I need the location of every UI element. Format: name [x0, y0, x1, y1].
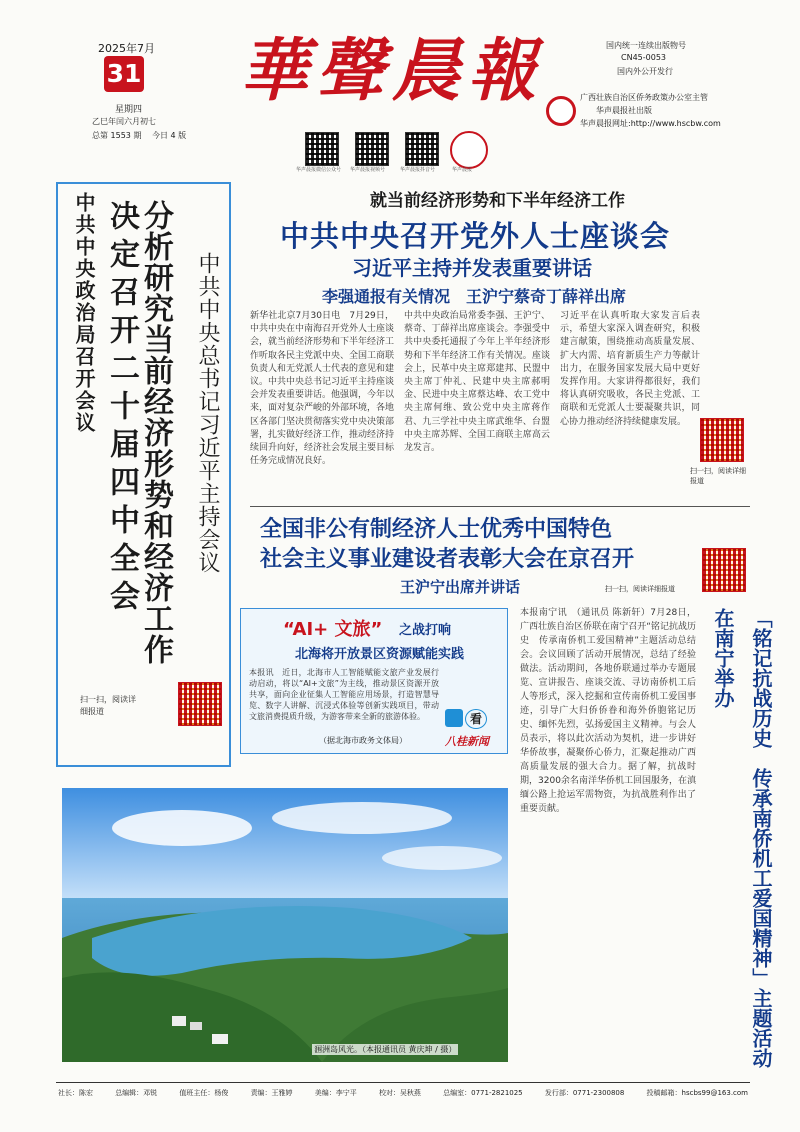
footer-item: 美编：李宁平 [314, 1089, 357, 1097]
footer-item: 总编辑：邓锐 [115, 1089, 158, 1097]
second-subtitle: 王沪宁出席并讲话 [400, 578, 521, 596]
footer-item: 发行部：0771-2300808 [544, 1089, 625, 1097]
island-photo [62, 788, 508, 1062]
date-year-month: 2025年7月 [98, 42, 155, 55]
ai-source: （据北海市政务文体局） [319, 736, 407, 745]
ai-box [240, 608, 508, 754]
cn-number: CN45-0053 [621, 53, 666, 62]
app-label: 看 [465, 709, 487, 729]
qr-label-1: 华声晨报微信公众号 [296, 167, 342, 173]
publisher-line-2: 华声晨报社出版 [596, 106, 652, 115]
second-qr [702, 548, 746, 592]
left-headline-big-1: 分析研究当前经济形势和经济工作 [138, 200, 173, 665]
publisher-logo [546, 96, 576, 126]
qr-label-2: 华声晨报视频号 [350, 167, 386, 173]
bottom-article-vertical-headline: 「铭记抗战历史 传承南侨机工爱国精神」主题活动在南宁举办 [711, 608, 773, 1068]
qr-label-4: 华声晨报 [452, 167, 473, 173]
lead-column-3: 习近平在认真听取大家发言后表示，希望大家深入调查研究，积极建言献策，围绕推动高质量发展、扩大内需、培育新质生产力等献计出力，在服务国家发展大局中更好发挥作用。大家讲得都很好，我们将认真研究吸收，各民主党派、工商联和无党派人士要凝聚共识，同心协力推动经济持续健康发展。 [560, 311, 700, 427]
issue-number: 总第 1553 期 [92, 131, 142, 140]
lead-qr [700, 418, 744, 462]
footer-item: 总编室：0771-2821025 [443, 1089, 523, 1097]
qr-wechat [305, 132, 339, 166]
cn-serial: 国内统一连续出版物号 [606, 41, 686, 50]
lead-column-2: 中共中央政治局常委李强、王沪宁、蔡奇、丁薛祥出席座谈会。李强受中共中央委托通报了今年上半年经济形势和下半年经济工作有关情况。座谈会上，民革中央主席郑建邦、民盟中央主席丁仲礼、民建中央主席郝明金、民进中央主席蔡达峰、农工党中央主席何维、致公党中央主席蒋作君、九三学社中央主席武维华、台盟中央主席苏辉、全国工商联主席高云龙发言。 [404, 311, 550, 454]
lead-attendees: 李强通报有关情况 王沪宁蔡奇丁薛祥出席 [322, 287, 627, 306]
lead-subtitle: 习近平主持并发表重要讲话 [352, 256, 592, 280]
ai-title-rest: 之战打响 [399, 623, 452, 638]
left-qr-caption: 扫一扫，阅读详细报道 [80, 695, 136, 716]
left-headline-big-2: 决定召开二十届四中全会 [104, 200, 139, 618]
weekday: 星期四 [115, 105, 143, 115]
page-count: 今日 4 版 [152, 131, 187, 140]
photo-caption: 涠洲岛风光。（本报通讯员 黄庆坤 / 摄） [314, 1045, 457, 1054]
qr-label-3: 华声晨报抖音号 [400, 167, 436, 173]
lunar-date: 乙巳年闰六月初七 [92, 117, 156, 126]
lead-column-1: 新华社北京7月30日电 7月29日，中共中央在中南海召开党外人士座谈会，就当前经济形势和下半年经济工作听取各民主党派中央、全国工商联负责人和无党派人士代表的意见和建议。中共中央总书记习近平主持座谈会并发表重要讲话。他强调，今年以来，面对复杂严峻的外部环境，各地区各部门坚决贯彻落实党中央决策部署，扎实做好经济工作，推动经济持续回升向好，经济社会发展主要目标任务完成情况良好。 [250, 311, 394, 467]
website: 华声晨报网址:http://www.hscbw.com [580, 119, 721, 128]
footer-rule [56, 1082, 750, 1083]
left-feature-box [56, 182, 231, 767]
app-name: 八桂新闻 [445, 735, 489, 748]
second-title-1: 全国非公有制经济人士优秀中国特色 [260, 517, 613, 542]
footer-item: 校对：吴秋燕 [378, 1089, 421, 1097]
publisher-line-1: 广西壮族自治区侨务政策办公室主管 [580, 93, 708, 102]
footer [58, 1088, 748, 1098]
distribution: 国内外公开发行 [617, 67, 673, 76]
ai-body: 本报讯 近日，北海市人工智能赋能文旅产业发展行动启动，将以“AI+文旅”为主线，推动景区资源开放共享，面向企业征集人工智能应用场景，打造智慧导览、数字人讲解、沉浸式体验等创新实践项目，带动文旅消费提质升级，为游客带来全新的旅游体验。 [249, 668, 439, 721]
footer-item: 责编：王雅婷 [250, 1089, 293, 1097]
lead-qr-caption: 扫一扫，阅读详细报道 [690, 467, 746, 485]
left-qr [178, 682, 222, 726]
lead-title: 中共中央召开党外人士座谈会 [280, 219, 671, 253]
round-logo [450, 131, 488, 169]
ai-subtitle: 北海将开放景区资源赋能实践 [295, 647, 465, 662]
date-day: 31 [106, 59, 142, 88]
newspaper-logo: 華聲晨報 [240, 31, 545, 111]
lead-kicker: 就当前经济形势和下半年经济工作 [370, 191, 625, 211]
footer-item: 投稿邮箱：hscbs99@163.com [646, 1089, 748, 1097]
second-title-2: 社会主义事业建设者表彰大会在京召开 [260, 547, 635, 572]
ai-title-ai: “AI+ 文旅” [283, 619, 383, 640]
masthead [0, 0, 800, 173]
qr-douyin [405, 132, 439, 166]
second-story-rule [250, 506, 750, 507]
bottom-article-body: 本报南宁讯 （通讯员 陈新轩）7月28日，广西壮族自治区侨联在南宁召开“铭记抗战历史 传承南侨机工爱国精神”主题活动总结会。会议回顾了活动开展情况，总结了经验做法。活动期间，各地侨联通过举办专题展览、宣讲报告、座谈交流、寻访南侨机工后人等形式，深入挖掘和宣传南侨机工爱国事迹，引导广大归侨侨眷和海外侨胞铭记历史、缅怀先烈，弘扬爱国主义精神。与会人员表示，将以此次活动为契机，进一步讲好华侨故事，凝聚侨心侨力，汇聚起推动广西高质量发展的强大合力。据了解，抗战时期，3200余名南洋华侨机工回国服务，在滇缅公路上抢运军需物资，为抗战胜利作出了重要贡献。 [520, 608, 696, 814]
qr-video [355, 132, 389, 166]
left-subtitle: 中共中央总书记习近平主持会议 [195, 252, 220, 574]
footer-item: 社长：陈宏 [58, 1089, 93, 1097]
footer-item: 值班主任：杨俊 [179, 1089, 229, 1097]
second-qr-caption: 扫一扫，阅读详细报道 [605, 585, 675, 593]
left-headline-small: 中共中央政治局召开会议 [72, 192, 96, 434]
app-logo-badge [445, 709, 463, 727]
island-photo-art [62, 788, 508, 1062]
